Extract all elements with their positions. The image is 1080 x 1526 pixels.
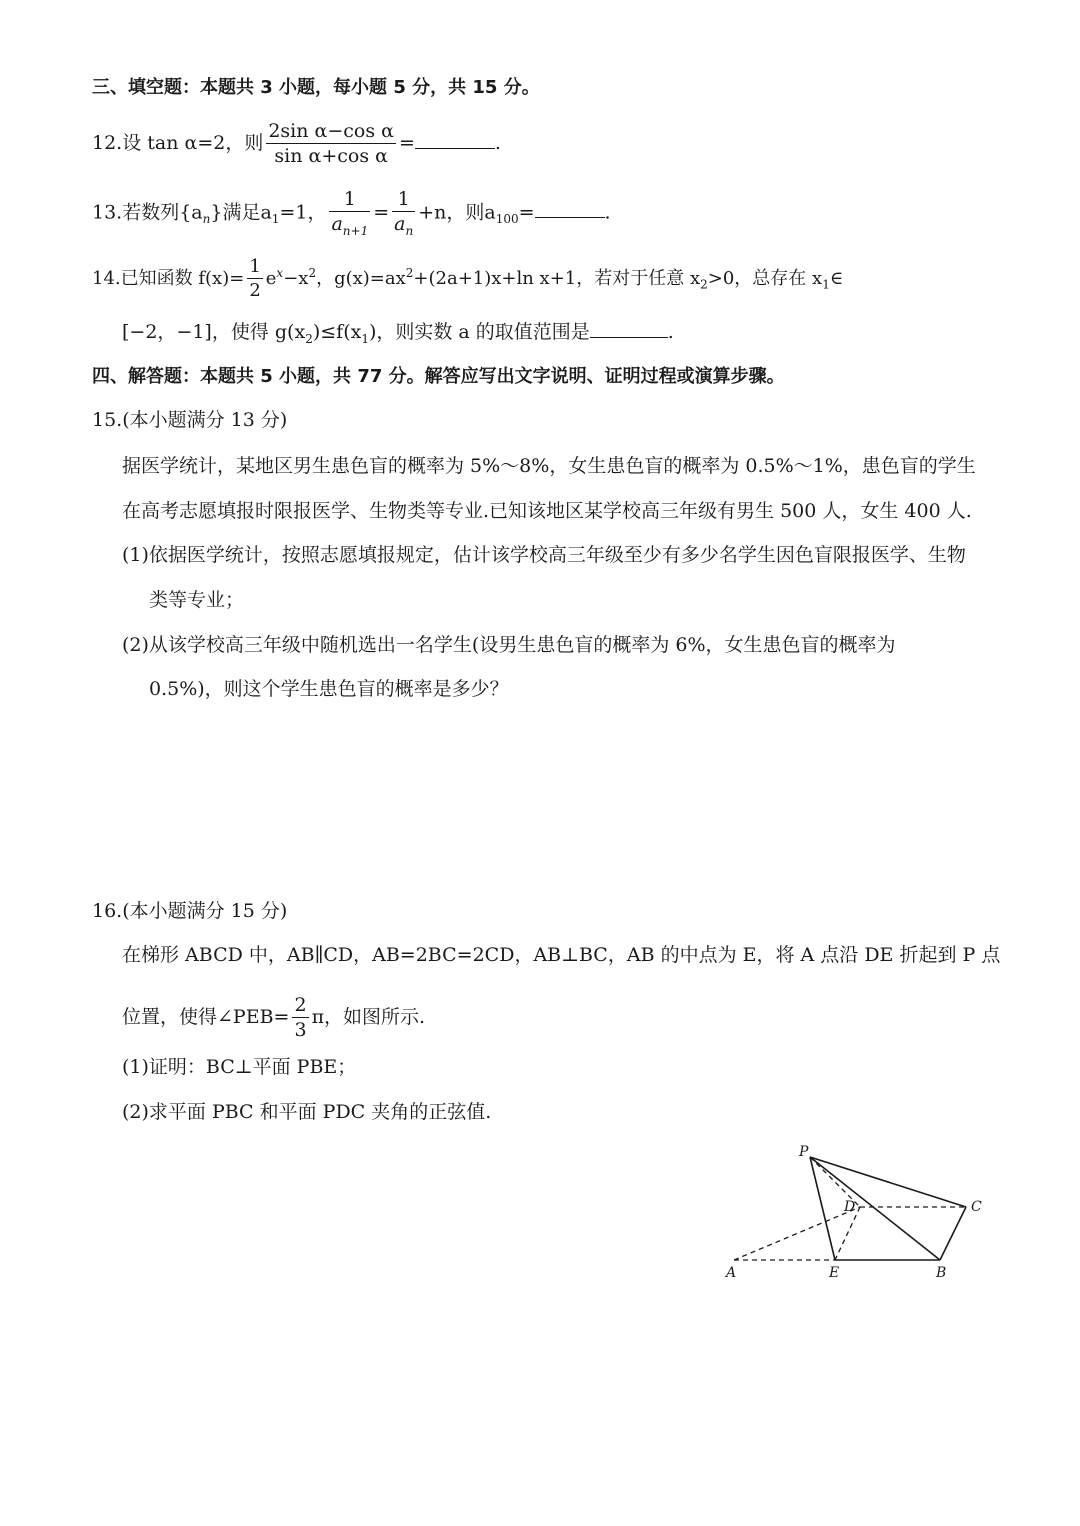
q14-part-g: ∈: [829, 268, 844, 289]
q13-sub-n: n: [202, 212, 211, 227]
label-B: B: [936, 1265, 947, 1281]
label-C: C: [971, 1199, 982, 1215]
q14-sup-2a: 2: [308, 266, 317, 280]
q16-subquestion-1: (1)证明：BC⊥平面 PBE；: [122, 1056, 357, 1078]
q14-part-f: >0，总存在 x: [707, 268, 823, 289]
q16-header: 16.(本小题满分 15 分): [92, 900, 288, 922]
q14-line2-sub1: 1: [361, 331, 369, 346]
q13-prefix: 若数列{a: [122, 201, 203, 224]
section-4-title: 四、解答题：本题共 5 小题，共 77 分。解答应写出文字说明、证明过程或演算步骤。: [92, 366, 785, 387]
q15-header: 15.(本小题满分 13 分): [92, 409, 288, 431]
q14-half-num: 1: [249, 256, 261, 277]
q14-number: 14.: [92, 268, 121, 289]
label-A: A: [726, 1265, 737, 1281]
label-P: P: [799, 1144, 809, 1160]
q14-line2-sub2: 2: [305, 331, 313, 346]
q13-number: 13.: [92, 201, 123, 224]
q13-mid3: +n，则a: [418, 201, 496, 224]
q14-line2-c: )，则实数 a 的取值范围是: [368, 321, 590, 343]
q16-frac-num: 2: [294, 994, 307, 1016]
q16-p2b: π，如图所示.: [311, 1006, 426, 1028]
label-D: D: [844, 1199, 856, 1215]
geometry-figure: [720, 1140, 990, 1285]
q14-answer-blank[interactable]: [590, 337, 668, 338]
q12-numerator: 2sin α−cos α: [268, 120, 394, 142]
q13-frac2-den: [392, 212, 415, 237]
q16-angle-fraction: [292, 996, 308, 1040]
q14-sup-2b: 2: [405, 266, 414, 280]
q15-subquestion-2-cont: 0.5%)，则这个学生患色盲的概率是多少？: [149, 678, 509, 700]
q12-end: .: [494, 132, 501, 154]
q15-paragraph-2: 在高考志愿填报时限报医学、生物类等专业.已知该地区某学校高三年级有男生 500 人，女生 400 人.: [122, 500, 972, 522]
edge-PE: [810, 1157, 835, 1260]
q14-part-a: 已知函数 f(x)=: [120, 268, 245, 289]
q12-fraction: [266, 122, 396, 166]
q14-part-c: −x: [283, 268, 309, 289]
q14-part-e: +(2a+1)x+ln x+1，若对于任意 x: [413, 268, 701, 289]
q13-frac1-den-sub: n+1: [342, 223, 369, 238]
q13-frac1-num: 1: [329, 190, 370, 212]
question-14: [92, 258, 843, 300]
q13-sub-100: 100: [495, 212, 519, 227]
q14-part-b: e: [265, 268, 277, 289]
q12-prefix: 设 tan α=2，则: [122, 132, 264, 154]
q13-mid1: }满足a: [210, 201, 272, 224]
q16-p2a: 位置，使得∠PEB=: [122, 1006, 290, 1028]
section-3-title: 三、填空题：本题共 3 小题，每小题 5 分，共 15 分。: [92, 77, 540, 98]
q13-fraction-1: [329, 190, 370, 237]
q16-subquestion-2: (2)求平面 PBC 和平面 PDC 夹角的正弦值.: [122, 1101, 492, 1123]
edge-BC: [940, 1207, 966, 1260]
q13-fraction-2: [392, 190, 415, 237]
q13-end: .: [604, 201, 611, 224]
q14-line2-a: [−2，−1]，使得 g(x: [122, 321, 306, 343]
question-13: [92, 190, 611, 237]
q12-suffix: =: [399, 132, 415, 154]
q15-subquestion-2: (2)从该学校高三年级中随机选出一名学生(设男生患色盲的概率为 6%，女生患色盲的概率为: [122, 634, 896, 656]
label-E: E: [829, 1265, 840, 1281]
edge-PB: [810, 1157, 940, 1260]
q16-frac-den: 3: [294, 1019, 307, 1041]
q13-eq: =: [373, 201, 390, 224]
q14-line2-end: .: [667, 321, 674, 343]
q13-mid2: =1，: [279, 201, 327, 224]
q14-sub-2: 2: [700, 277, 708, 292]
q14-half-fraction: [247, 258, 262, 300]
q14-sub-1: 1: [822, 277, 830, 292]
edge-PC: [810, 1157, 966, 1207]
q13-frac2-num: 1: [392, 190, 415, 212]
q15-paragraph-1: 据医学统计，某地区男生患色盲的概率为 5%～8%，女生患色盲的概率为 0.5%～1%，患色盲的学生: [122, 455, 976, 477]
q13-frac2-den-var: a: [394, 213, 406, 235]
q13-answer-blank[interactable]: [535, 217, 605, 218]
q13-sub-1: 1: [271, 212, 280, 227]
q14-part-d: ，g(x)=ax: [316, 268, 406, 289]
question-14-line-2: [122, 323, 674, 345]
q13-frac1-den: [329, 212, 370, 237]
q12-answer-blank[interactable]: [415, 148, 495, 149]
q13-suffix: =: [518, 201, 535, 224]
q15-subquestion-1-cont: 类等专业；: [149, 589, 245, 611]
q13-frac2-den-sub: n: [405, 223, 414, 238]
q14-sup-x: x: [276, 266, 284, 280]
q16-paragraph-2: [122, 996, 425, 1040]
edge-AD: [734, 1207, 860, 1260]
q15-subquestion-1: (1)依据医学统计，按照志愿填报规定，估计该学校高三年级至少有多少名学生因色盲限报医学、生物: [122, 544, 966, 566]
q13-frac1-den-var: a: [331, 213, 343, 235]
q12-denominator: sin α+cos α: [274, 145, 388, 167]
q14-line2-b: )≤f(x: [312, 321, 362, 343]
q16-paragraph-1: 在梯形 ABCD 中，AB∥CD，AB=2BC=2CD，AB⊥BC，AB 的中点为 E，将 A 点沿 DE 折起到 P 点: [122, 944, 1001, 966]
q14-half-den: 2: [249, 280, 261, 301]
question-12: [92, 122, 501, 166]
q12-number: 12.: [92, 132, 123, 154]
